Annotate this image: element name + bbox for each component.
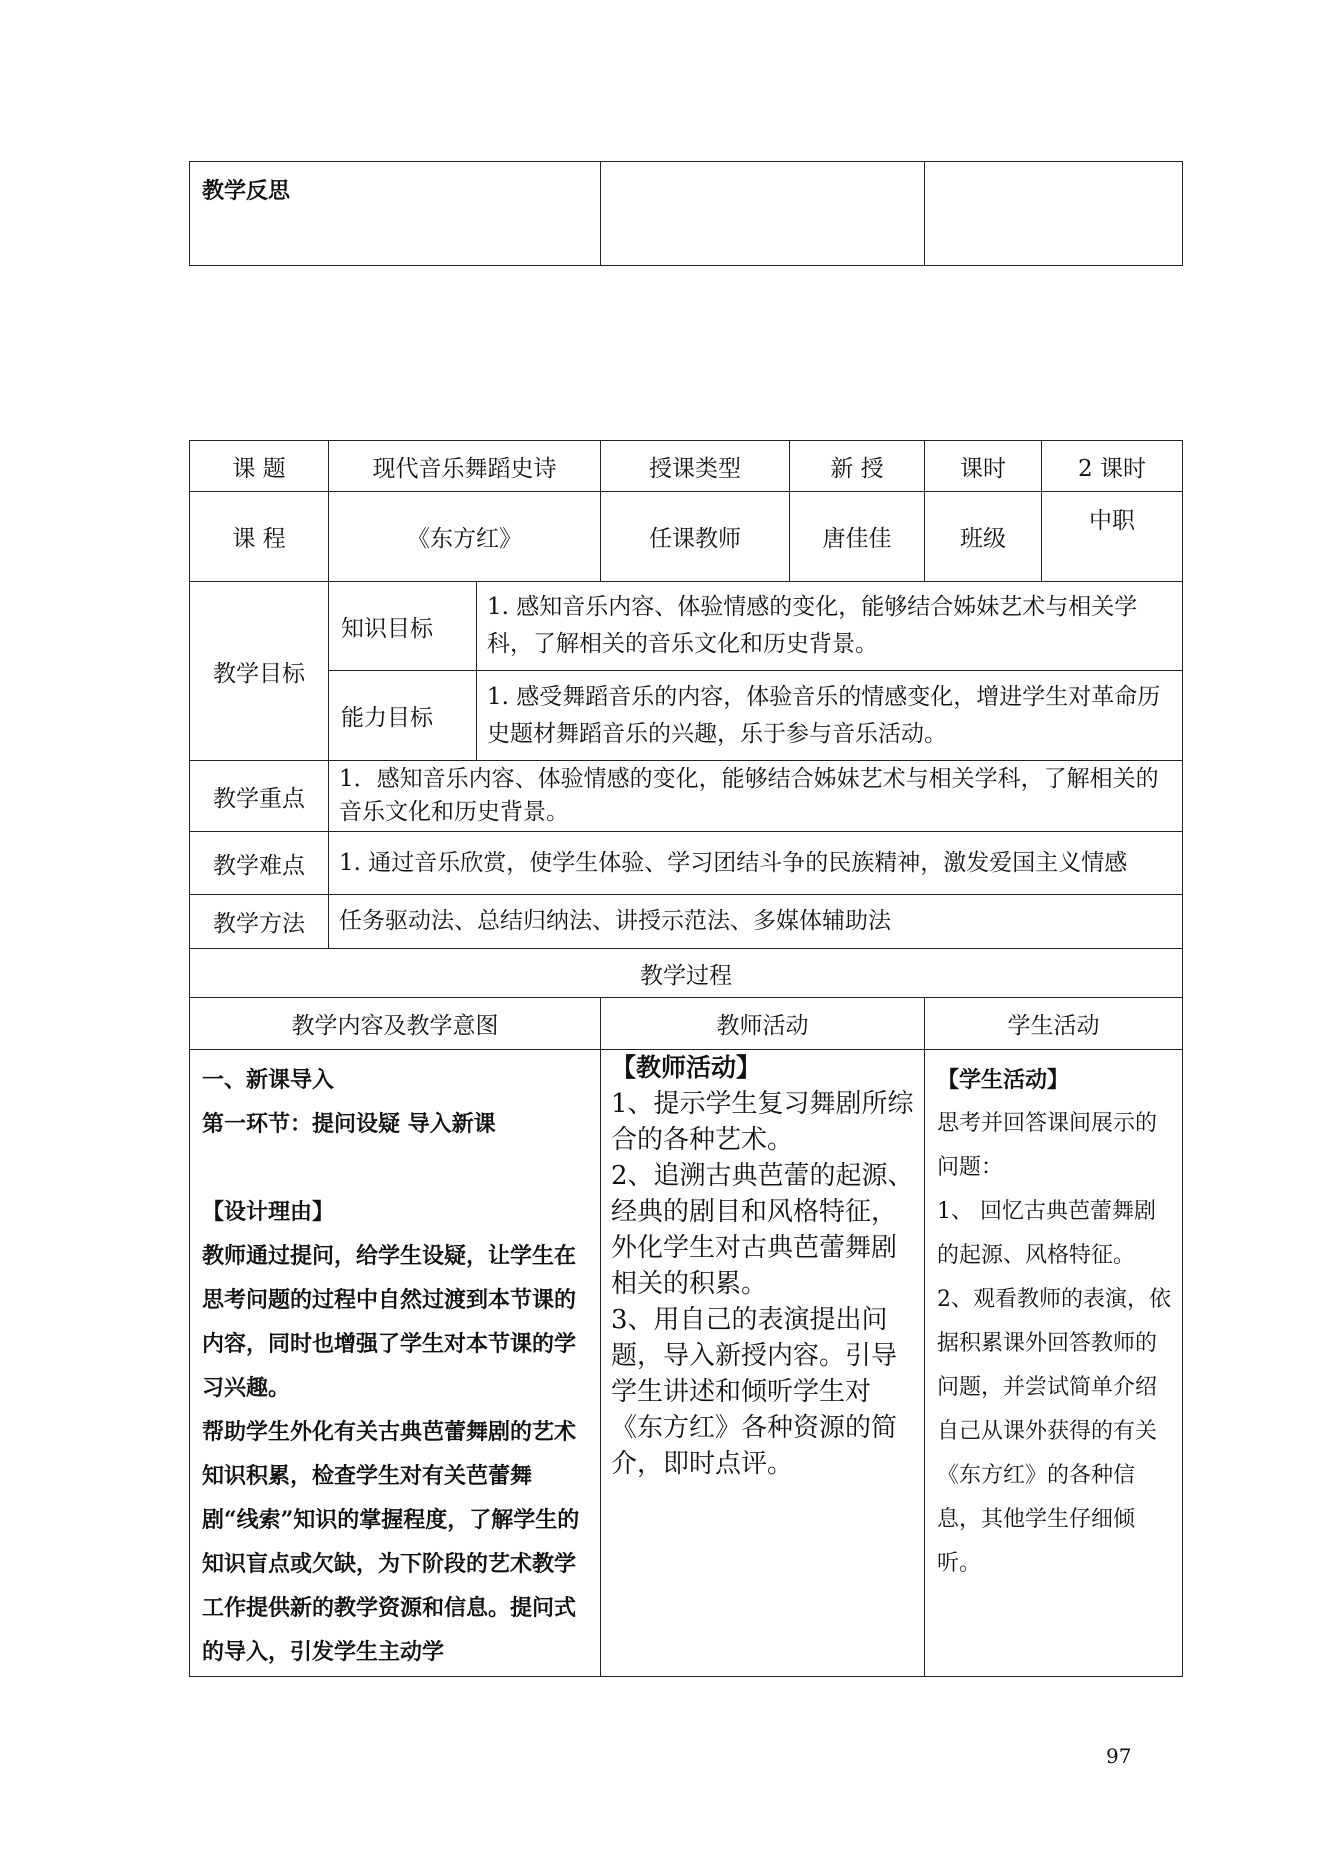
col-student-header: 学生活动 xyxy=(925,998,1183,1050)
methods-text: 任务驱动法、总结归纳法、讲授示范法、多媒体辅助法 xyxy=(329,895,1183,949)
topic-value: 现代音乐舞蹈史诗 xyxy=(329,441,601,492)
reflection-empty-cell-1 xyxy=(601,162,925,266)
reflection-table xyxy=(189,161,1183,266)
hours-value: 2 课时 xyxy=(1042,441,1183,492)
student-title: 【学生活动】 xyxy=(937,1067,1070,1093)
header-row-2 xyxy=(190,492,1183,582)
key-points-text: 1．感知音乐内容、体验情感的变化，能够结合姊妹艺术与相关学科，了解相关的音乐文化和历史背景。 xyxy=(329,761,1183,832)
key-points-label: 教学重点 xyxy=(190,761,329,832)
content-section: 一、新课导入 xyxy=(202,1067,335,1093)
reflection-label: 教学反思 xyxy=(202,178,291,204)
hours-label: 课时 xyxy=(925,441,1042,492)
class-label: 班级 xyxy=(925,492,1042,582)
process-content-row xyxy=(190,1050,1183,1677)
process-header-row xyxy=(190,998,1183,1050)
objective-ability-row xyxy=(190,671,1183,761)
methods-label: 教学方法 xyxy=(190,895,329,949)
student-cell xyxy=(925,1050,1183,1677)
ability-text: 1. 感受舞蹈音乐的内容，体验音乐的情感变化，增进学生对革命历史题材舞蹈音乐的兴趣，乐于参与音乐活动。 xyxy=(477,671,1183,761)
objective-knowledge-row xyxy=(190,582,1183,671)
teacher-item-2: 2、追溯古典芭蕾的起源、经典的剧目和风格特征，外化学生对古典芭蕾舞剧相关的积累。 xyxy=(611,1161,914,1299)
col-teacher-header: 教师活动 xyxy=(601,998,925,1050)
type-label: 授课类型 xyxy=(601,441,790,492)
type-value: 新 授 xyxy=(790,441,925,492)
class-value: 中职 xyxy=(1042,492,1183,582)
difficulties-text: 1. 通过音乐欣赏，使学生体验、学习团结斗争的民族精神，激发爱国主义情感 xyxy=(329,832,1183,895)
teacher-item-1: 1、提示学生复习舞剧所综合的各种艺术。 xyxy=(611,1089,914,1155)
teacher-title: 【教师活动】 xyxy=(611,1053,762,1082)
page-number: 97 xyxy=(1106,1744,1132,1768)
teacher-cell xyxy=(601,1050,925,1677)
content-cell xyxy=(190,1050,601,1677)
student-intro: 思考并回答课间展示的问题： xyxy=(937,1111,1158,1180)
col-content-header: 教学内容及教学意图 xyxy=(190,998,601,1050)
content-step: 第一环节：提问设疑 导入新课 xyxy=(202,1111,496,1137)
knowledge-label: 知识目标 xyxy=(329,582,477,671)
content-para-2: 帮助学生外化有关古典芭蕾舞剧的艺术知识积累，检查学生对有关芭蕾舞剧“线索”知识的掌握程度，了解学生的知识盲点或欠缺，为下阶段的艺术教学工作提供新的教学资源和信息。提问式的导入，引发学生主动学 xyxy=(202,1419,580,1665)
teacher-label: 任课教师 xyxy=(601,492,790,582)
content-reason-title: 【设计理由】 xyxy=(202,1199,335,1225)
reflection-label-cell xyxy=(190,162,601,266)
topic-label: 课 题 xyxy=(190,441,329,492)
lesson-plan-table xyxy=(189,440,1183,1677)
reflection-empty-cell-2 xyxy=(925,162,1183,266)
difficulties-label: 教学难点 xyxy=(190,832,329,895)
header-row-1 xyxy=(190,441,1183,492)
course-value: 《东方红》 xyxy=(329,492,601,582)
knowledge-text: 1. 感知音乐内容、体验情感的变化，能够结合姊妹艺术与相关学科，了解相关的音乐文化和历史背景。 xyxy=(477,582,1183,671)
course-label: 课 程 xyxy=(190,492,329,582)
process-title: 教学过程 xyxy=(190,949,1183,998)
student-item-2: 2、观看教师的表演，依据积累课外回答教师的问题，并尝试简单介绍自己从课外获得的有关《东方红》的各种信息，其他学生仔细倾听。 xyxy=(937,1287,1171,1576)
difficulties-row xyxy=(190,832,1183,895)
ability-label: 能力目标 xyxy=(329,671,477,761)
methods-row xyxy=(190,895,1183,949)
teacher-value: 唐佳佳 xyxy=(790,492,925,582)
student-item-1: 1、 回忆古典芭蕾舞剧的起源、风格特征。 xyxy=(937,1199,1156,1268)
objectives-label: 教学目标 xyxy=(190,582,329,761)
teacher-item-3: 3、用自己的表演提出问题，导入新授内容。引导学生讲述和倾听学生对《东方红》各种资源的简介，即时点评。 xyxy=(611,1305,898,1479)
process-title-row xyxy=(190,949,1183,998)
content-para-1: 教师通过提问，给学生设疑，让学生在思考问题的过程中自然过渡到本节课的内容，同时也增强了学生对本节课的学习兴趣。 xyxy=(202,1243,577,1401)
key-points-row xyxy=(190,761,1183,832)
